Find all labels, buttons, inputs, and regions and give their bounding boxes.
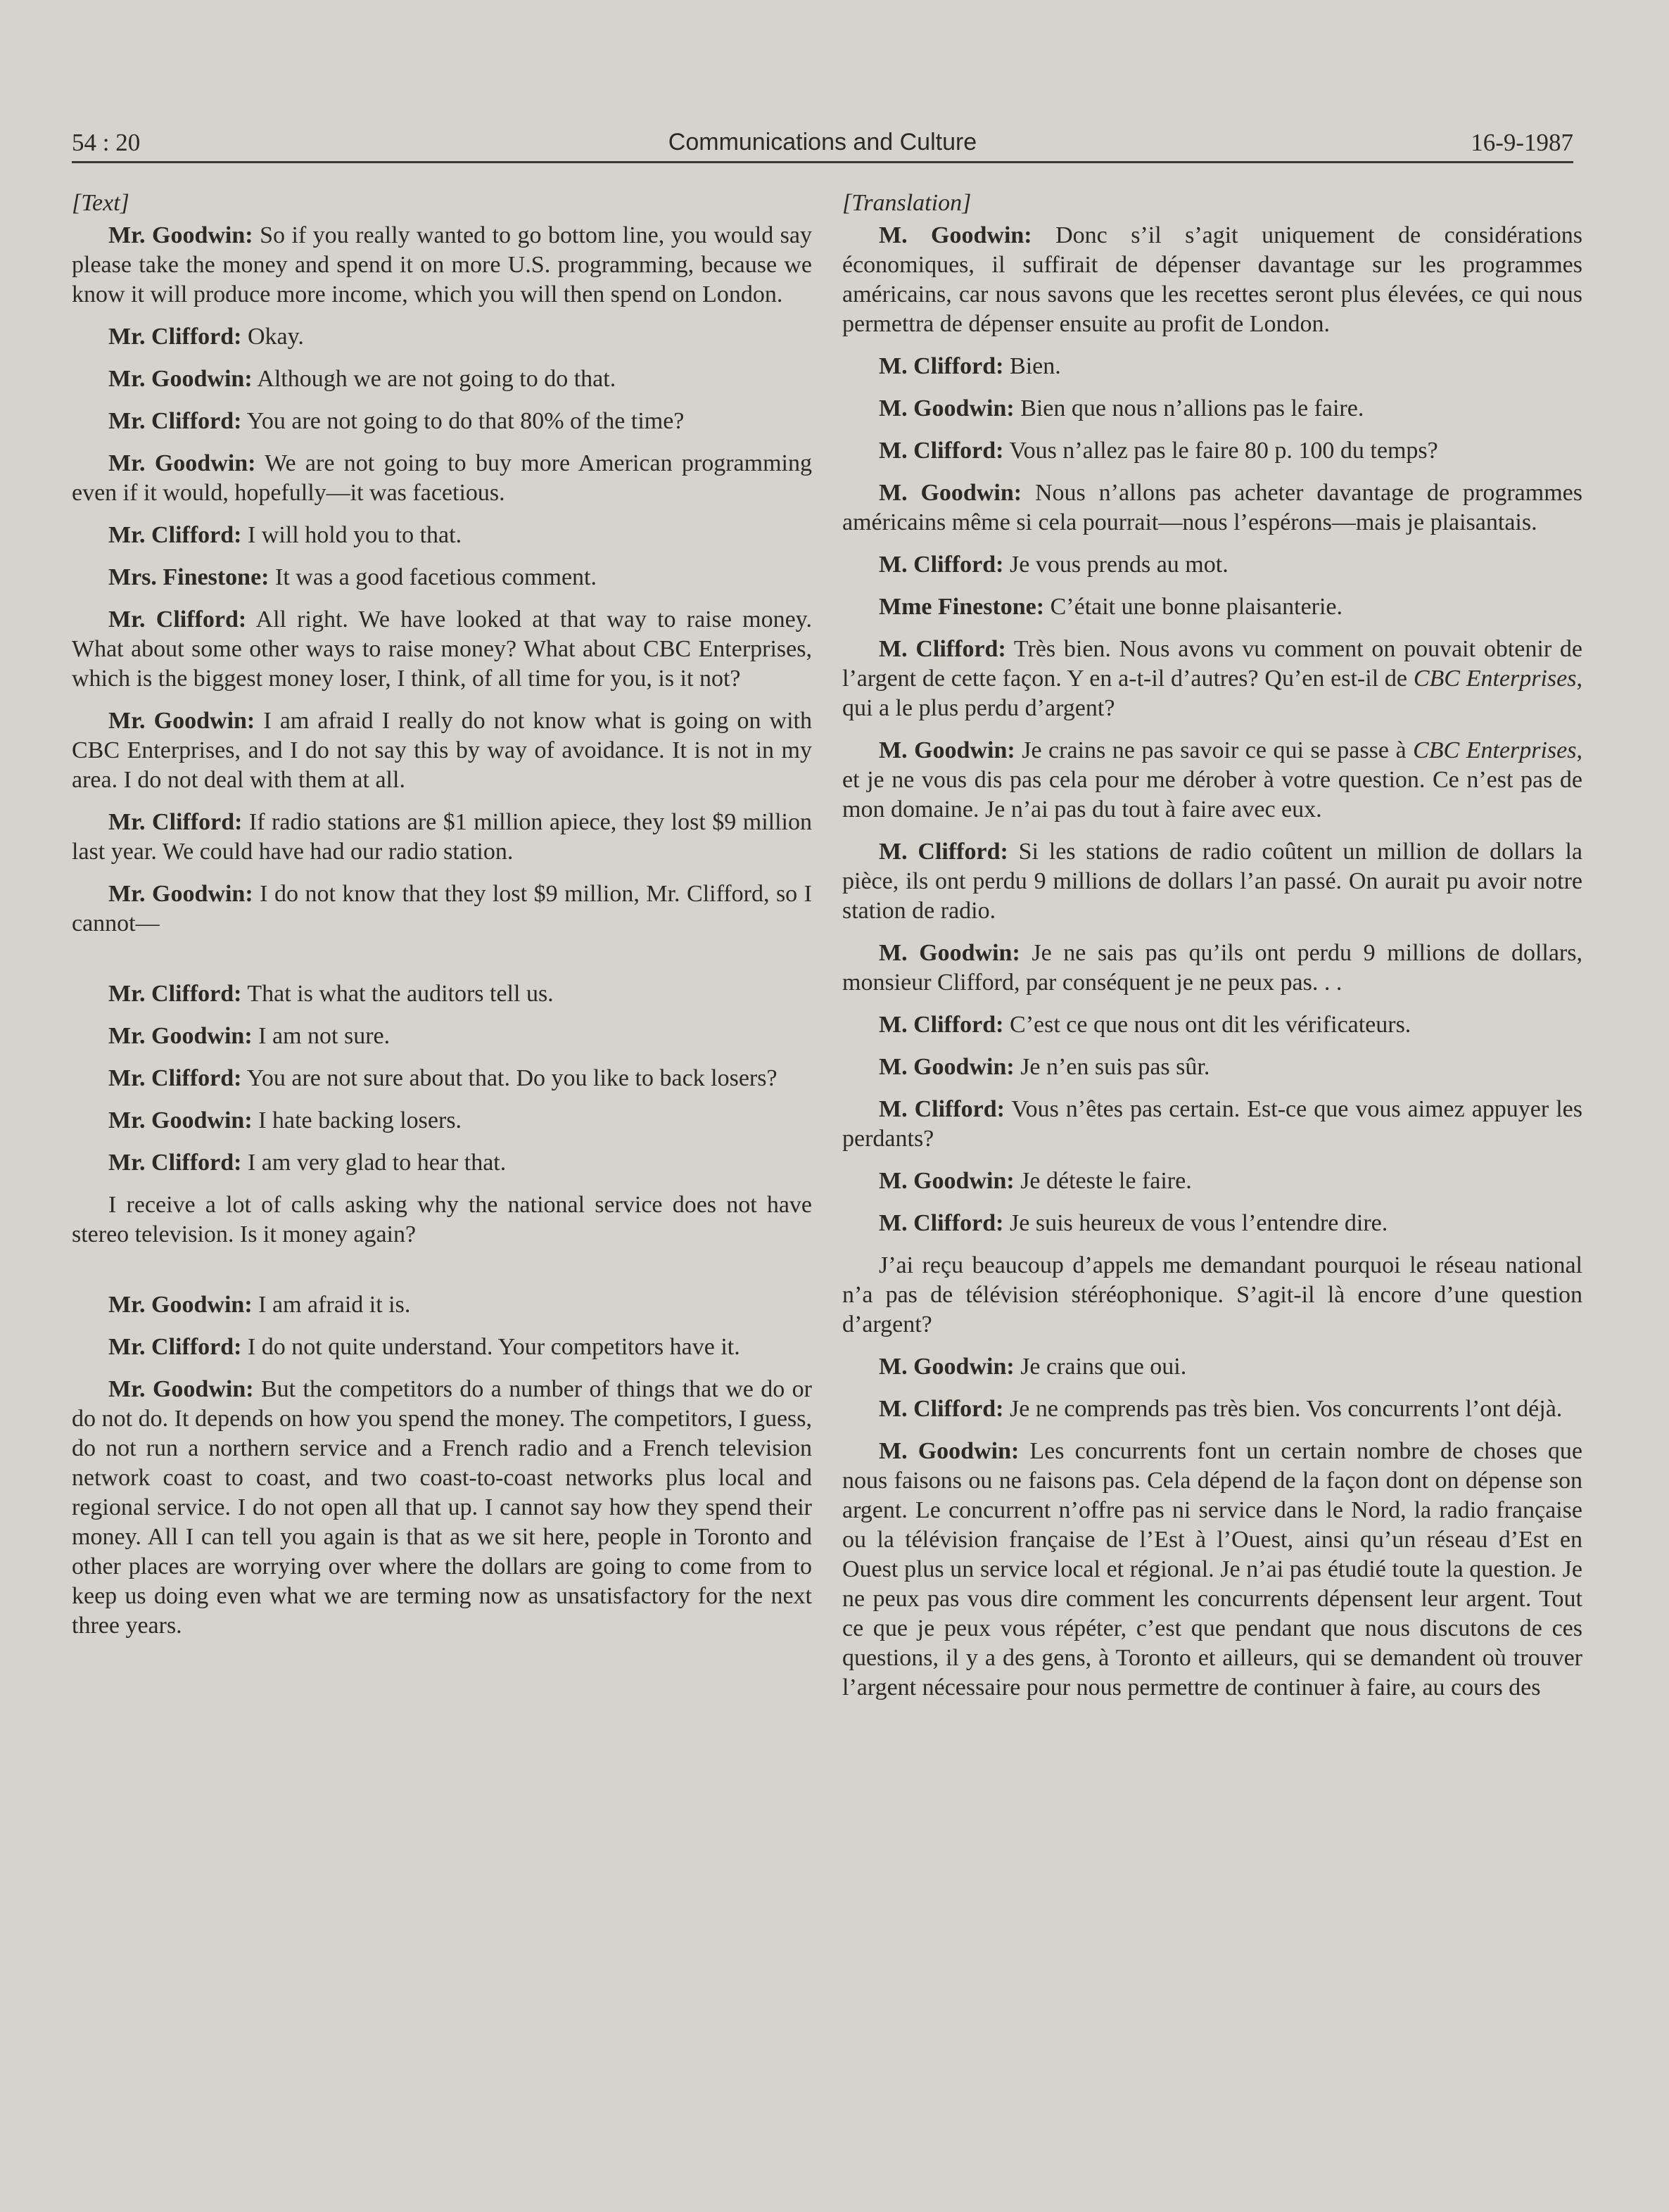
paragraph xyxy=(842,352,1582,381)
speech: Les concurrents font un certain nombre de choses que nous faisons ou ne faisons pas. Cela dépend de la façon dont on dépense son argent. Le concurrent n’offre pas ni service dans le Nord, la radio française ou la télévision française de l’Est à l’Ouest, ainsi qu’un réseau d’Est en Ouest plus un service local et régional. Je n’ai pas étudié toute la question. Je ne peux pas vous dire comment les concurrents dépensent leur argent. Tout ce que je peux vous répéter, c’est que pendant que nous discutons de ces questions, il y a des gens, à Toronto et ailleurs, qui se demandent où trouver l’argent nécessaire pour nous permettre de continuer à faire, au cours des xyxy=(842,1438,1582,1701)
speaker: Mr. Goodwin: xyxy=(108,450,256,476)
speech: All right. We have looked at that way to raise money. What about some other ways to raise money? What about CBC Enterprises, which is the biggest money loser, I think, of all time for you, is it not? xyxy=(72,606,812,692)
speaker: M. Goodwin: xyxy=(879,940,1020,966)
paragraph xyxy=(72,449,812,508)
speaker: M. Clifford: xyxy=(879,438,1004,464)
paragraph xyxy=(842,837,1582,926)
section-label: [Text] xyxy=(72,190,129,216)
speech: Je ne sais pas qu’ils ont perdu 9 millions de dollars, monsieur Clifford, par conséquent je ne peux pas. . . xyxy=(842,940,1582,996)
speech: I will hold you to that. xyxy=(241,522,462,548)
speaker: M. Goodwin: xyxy=(879,1054,1015,1080)
speaker: Mr. Goodwin: xyxy=(108,708,255,734)
paragraph xyxy=(72,1333,812,1362)
emphasis: CBC Enterprises xyxy=(1413,737,1577,763)
speech: I do not know that they lost $9 million, Mr. Clifford, so I cannot— xyxy=(72,881,812,936)
speech: Je vous prends au mot. xyxy=(1003,552,1229,578)
section-label: [Translation] xyxy=(842,190,972,216)
speech: We are not going to buy more American programming even if it would, hopefully—it was facetious. xyxy=(72,450,812,506)
speech: But the competitors do a number of things that we do or do not do. It depends on how you spend the money. The competitors, I guess, do not run a northern service and a French radio and a French television network coast to coast, and two coast-to-coast networks plus local and regional service. I do not open all that up. I cannot say how they spend their money. All I can tell you again is that as we sit here, people in Toronto and other places are worrying over where the dollars are going to come from to keep us doing even what we are terming now as unsatisfactory for the next three years. xyxy=(72,1376,812,1639)
speech: I receive a lot of calls asking why the national service does not have stereo television. Is it money again? xyxy=(72,1192,812,1247)
paragraph xyxy=(842,1095,1582,1154)
paragraph xyxy=(72,521,812,550)
paragraph xyxy=(842,736,1582,825)
paragraph xyxy=(842,1209,1582,1238)
paragraph xyxy=(842,1394,1582,1424)
page-number: 54 : 20 xyxy=(72,129,141,156)
speech: C’était une bonne plaisanterie. xyxy=(1044,594,1343,620)
speaker: Mr. Clifford: xyxy=(108,522,242,548)
paragraph xyxy=(842,436,1582,466)
speech: , qui a le plus perdu d’argent? xyxy=(842,666,1582,721)
speaker: M. Clifford: xyxy=(879,552,1004,578)
speaker: Mr. Clifford: xyxy=(108,606,247,633)
speech: Je ne comprends pas très bien. Vos concurrents l’ont déjà. xyxy=(1003,1396,1563,1422)
speech: I am afraid it is. xyxy=(252,1292,411,1318)
speaker: Mr. Goodwin: xyxy=(108,1107,253,1133)
speaker: M. Goodwin: xyxy=(879,395,1015,421)
speech: I am very glad to hear that. xyxy=(241,1150,507,1176)
speaker: M. Clifford: xyxy=(879,636,1006,662)
speech: If radio stations are $1 million apiece, they lost $9 million last year. We could have had our radio station. xyxy=(72,809,812,865)
speaker: M. Clifford: xyxy=(879,1396,1004,1422)
paragraph xyxy=(72,605,812,694)
speaker: Mme Finestone: xyxy=(879,594,1045,620)
speaker: Mr. Clifford: xyxy=(108,1150,242,1176)
paragraph xyxy=(842,1352,1582,1382)
speaker: Mr. Goodwin: xyxy=(108,366,253,392)
speaker: M. Goodwin: xyxy=(879,1438,1020,1464)
paragraph xyxy=(842,592,1582,622)
paragraph xyxy=(842,939,1582,998)
speech: I hate backing losers. xyxy=(252,1107,462,1133)
speaker: Mr. Goodwin: xyxy=(108,1376,254,1402)
paragraph xyxy=(72,1106,812,1136)
speech: Vous n’êtes pas certain. Est-ce que vous aimez appuyer les perdants? xyxy=(842,1096,1582,1152)
paragraph xyxy=(842,635,1582,723)
speaker: Mr. Clifford: xyxy=(108,1334,242,1360)
english-column xyxy=(72,189,812,1653)
speaker: M. Clifford: xyxy=(879,839,1008,865)
speaker: Mr. Clifford: xyxy=(108,1065,242,1091)
speaker: Mr. Clifford: xyxy=(108,408,242,434)
paragraph xyxy=(72,407,812,436)
speech: You are not sure about that. Do you like to back losers? xyxy=(241,1065,778,1091)
speaker: M. Goodwin: xyxy=(879,737,1015,763)
paragraph xyxy=(842,221,1582,339)
speaker: Mr. Clifford: xyxy=(108,981,242,1007)
speech: , et je ne vous dis pas cela pour me dérober à votre question. Ce n’est pas de mon domaine. Je n’ai pas du tout à faire avec eux. xyxy=(842,737,1582,822)
speech: J’ai reçu beaucoup d’appels me demandant pourquoi le réseau national n’a pas de télévision stéréophonique. S’agit-il là encore d’une question d’argent? xyxy=(842,1252,1582,1337)
speaker: M. Clifford: xyxy=(879,1096,1005,1122)
paragraph xyxy=(72,563,812,592)
speech: I am not sure. xyxy=(252,1023,391,1049)
speaker: M. Clifford: xyxy=(879,353,1004,379)
paragraph xyxy=(72,1190,812,1250)
speaker: M. Clifford: xyxy=(879,1012,1004,1038)
paragraph xyxy=(842,1053,1582,1082)
speech: That is what the auditors tell us. xyxy=(241,981,554,1007)
speech: I do not quite understand. Your competitors have it. xyxy=(241,1334,740,1360)
paragraph xyxy=(842,394,1582,424)
page-date: 16-9-1987 xyxy=(1471,129,1573,156)
page-title: Communications and Culture xyxy=(668,129,977,155)
speaker: Mr. Goodwin: xyxy=(108,881,253,907)
paragraph xyxy=(72,879,812,939)
speaker: M. Goodwin: xyxy=(879,1168,1015,1194)
paragraph xyxy=(72,1022,812,1051)
speaker: M. Clifford: xyxy=(879,1210,1004,1236)
paragraph xyxy=(842,1251,1582,1340)
speech: C’est ce que nous ont dit les vérificateurs. xyxy=(1003,1012,1411,1038)
speech: I am afraid I really do not know what is going on with CBC Enterprises, and I do not say this by way of avoidance. It is not in my area. I do not deal with them at all. xyxy=(72,708,812,793)
page-header xyxy=(72,129,1573,163)
speech: Nous n’allons pas acheter davantage de programmes américains même si cela pourrait—nous l’espérons—mais je plaisantais. xyxy=(842,480,1582,535)
speech: Bien que nous n’allions pas le faire. xyxy=(1014,395,1364,421)
speech: You are not going to do that 80% of the time? xyxy=(241,408,685,434)
emphasis: CBC Enterprises xyxy=(1413,666,1577,692)
paragraph xyxy=(72,322,812,352)
french-column xyxy=(842,189,1582,1715)
speech: Je crains que oui. xyxy=(1014,1354,1187,1380)
paragraph xyxy=(72,1375,812,1641)
speaker: Mr. Goodwin: xyxy=(108,1023,253,1049)
paragraph xyxy=(72,1290,812,1320)
paragraph xyxy=(72,1064,812,1093)
speaker: Mr. Goodwin: xyxy=(108,1292,253,1318)
paragraph xyxy=(72,979,812,1009)
speech: Vous n’allez pas le faire 80 p. 100 du temps? xyxy=(1003,438,1438,464)
paragraph xyxy=(72,808,812,867)
speech: Je suis heureux de vous l’entendre dire. xyxy=(1003,1210,1388,1236)
paragraph xyxy=(842,1167,1582,1196)
paragraph xyxy=(72,364,812,394)
speaker: M. Goodwin: xyxy=(879,480,1022,506)
paragraph xyxy=(72,1148,812,1178)
speech: Très bien. Nous avons vu comment on pouvait obtenir de l’argent de cette façon. Y en a-t-il d’autres? Qu’en est-il de xyxy=(842,636,1582,692)
speech: Si les stations de radio coûtent un million de dollars la pièce, ils ont perdu 9 millions de dollars l’an passé. On aurait pu avoir notre station de radio. xyxy=(842,839,1583,924)
speech: Donc s’il s’agit uniquement de considérations économiques, il suffirait de dépenser davantage sur les programmes américains, car nous savons que les recettes seront plus élevées, ce qui nous permettra de dépenser ensuite au profit de London. xyxy=(842,222,1582,337)
speech: Although we are not going to do that. xyxy=(252,366,616,392)
speaker: Mrs. Finestone: xyxy=(108,564,269,590)
speaker: Mr. Clifford: xyxy=(108,324,242,350)
paragraph xyxy=(842,550,1582,580)
speaker: Mr. Clifford: xyxy=(108,809,243,835)
speaker: M. Goodwin: xyxy=(879,1354,1015,1380)
speech: Okay. xyxy=(241,324,304,350)
speech: Je n’en suis pas sûr. xyxy=(1014,1054,1210,1080)
paragraph xyxy=(72,706,812,795)
paragraph xyxy=(72,221,812,310)
speech: Bien. xyxy=(1003,353,1061,379)
speech: It was a good facetious comment. xyxy=(269,564,597,590)
speech: Je déteste le faire. xyxy=(1014,1168,1192,1194)
paragraph xyxy=(842,478,1582,538)
speech: So if you really wanted to go bottom line, you would say please take the money and spend it on more U.S. programming, because we know it will produce more income, which you will then spend on London. xyxy=(72,222,812,307)
speaker: M. Goodwin: xyxy=(879,222,1032,248)
speech: Je crains ne pas savoir ce qui se passe à xyxy=(1015,737,1414,763)
paragraph xyxy=(842,1437,1582,1703)
paragraph xyxy=(842,1010,1582,1040)
speaker: Mr. Goodwin: xyxy=(108,222,253,248)
